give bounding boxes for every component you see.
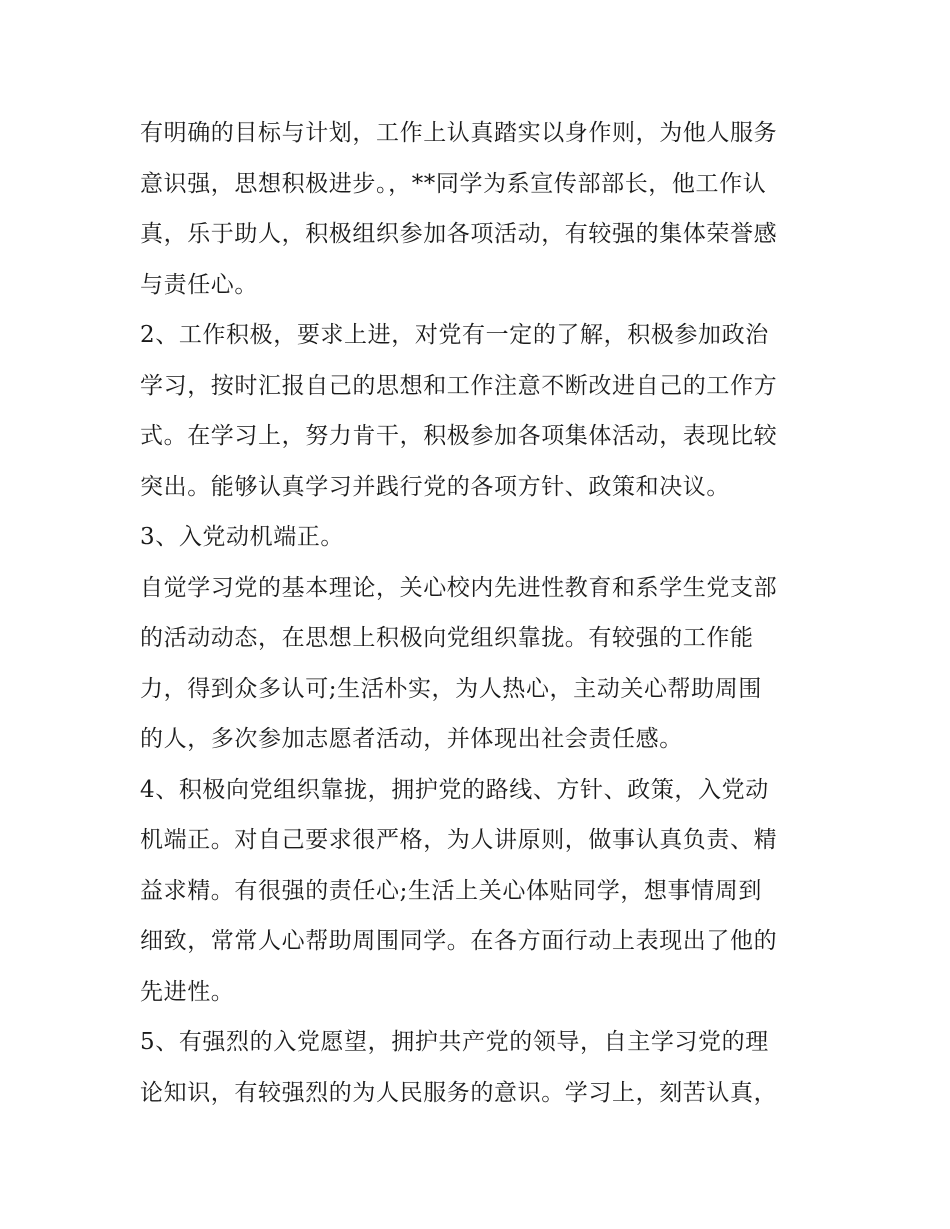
text-line: 4、积极向党组织靠拢，拥护党的路线、方针、政策，入党动	[140, 776, 769, 803]
text-line: 意识强，思想积极进步。，**同学为系宣传部部长，他工作认	[140, 170, 767, 197]
paragraph	[140, 765, 820, 1018]
text-line: 先进性。	[140, 978, 235, 1005]
text-line: 力，得到众多认可;生活朴实，为人热心，主动关心帮助周围	[140, 675, 762, 702]
text-line: 与责任心。	[140, 271, 258, 298]
text-line: 益求精。有很强的责任心;生活上关心体贴同学，想事情周到	[140, 877, 762, 904]
text-line: 机端正。对自己要求很严格，为人讲原则，做事认真负责、精	[140, 827, 778, 853]
text-line: 学习，按时汇报自己的思想和工作注意不断改进自己的工作方	[140, 372, 778, 399]
paragraph	[140, 512, 820, 563]
text-line: 5、有强烈的入党愿望，拥护共产党的领导，自主学习党的理	[140, 1029, 769, 1055]
paragraph	[140, 310, 820, 512]
paragraph	[140, 563, 820, 765]
text-line: 3、入党动机端正。	[140, 524, 345, 550]
text-line: 真，乐于助人，积极组织参加各项活动，有较强的集体荣誉感	[140, 221, 778, 247]
paragraph	[140, 108, 820, 310]
text-line: 自觉学习党的基本理论，关心校内先进性教育和系学生党支部	[140, 574, 778, 601]
text-line: 式。在学习上，努力肯干，积极参加各项集体活动，表现比较	[140, 423, 778, 449]
text-line: 论知识，有较强烈的为人民服务的意识。学习上，刻苦认真，	[140, 1079, 778, 1106]
text-line: 2、工作积极，要求上进，对党有一定的了解，积极参加政治	[140, 322, 769, 348]
text-line: 的活动动态，在思想上积极向党组织靠拢。有较强的工作能	[140, 625, 754, 651]
text-line: 的人，多次参加志愿者活动，并体现出社会责任感。	[140, 726, 683, 752]
text-line: 有明确的目标与计划，工作上认真踏实以身作则，为他人服务	[140, 120, 778, 146]
document-body	[140, 108, 820, 1118]
text-line: 细致，常常人心帮助周围同学。在各方面行动上表现出了他的	[140, 928, 778, 954]
paragraph	[140, 1017, 820, 1118]
text-line: 突出。能够认真学习并践行党的各项方针、政策和决议。	[140, 473, 730, 500]
